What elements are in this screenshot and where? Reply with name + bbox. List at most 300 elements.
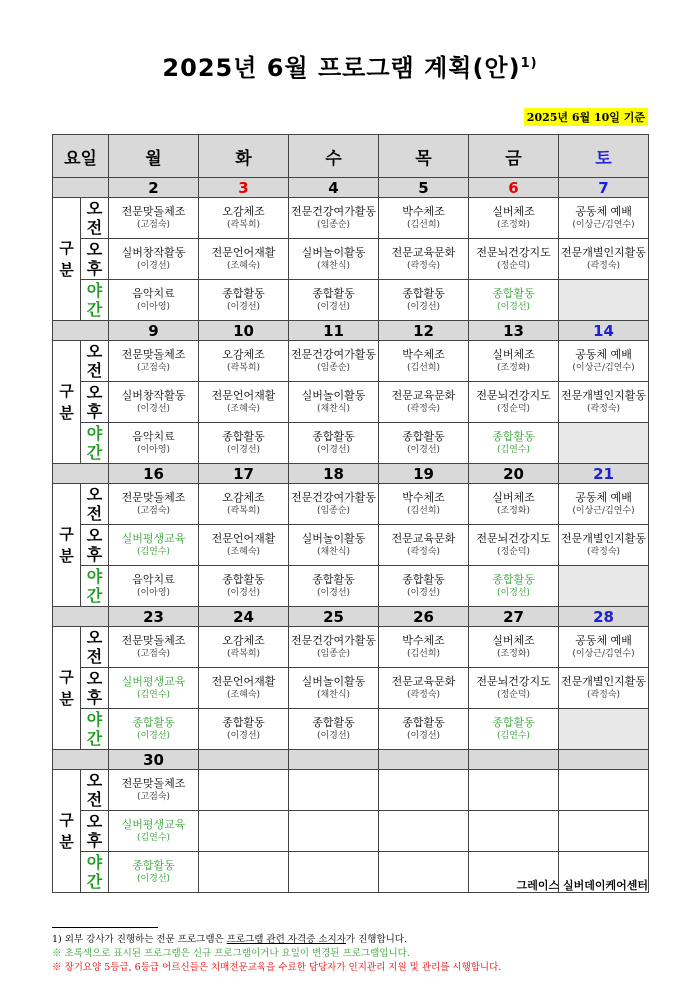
program-name: 종합활동 <box>492 287 535 300</box>
instructor-name: (임종순) <box>316 363 351 373</box>
instructor-name: (이아영) <box>136 445 171 455</box>
date-cell: 11 <box>289 321 379 341</box>
instructor-name: (곽복희) <box>226 506 261 516</box>
instructor-name: (이상근/김연수) <box>572 363 635 373</box>
header-day-wed: 수 <box>289 135 379 178</box>
program-name: 전문언어재활 <box>211 675 276 688</box>
empty-cell <box>289 770 379 811</box>
title-footnote-mark: 1) <box>520 56 538 71</box>
program-name: 공동체 예배 <box>575 491 632 504</box>
program-cell <box>289 382 379 423</box>
program-cell <box>469 198 559 239</box>
program-name: 공동체 예배 <box>575 205 632 218</box>
empty-cell <box>379 852 469 893</box>
program-cell <box>109 852 199 893</box>
program-name: 전문뇌건강지도 <box>476 675 551 688</box>
empty-cell <box>559 280 649 321</box>
program-cell <box>289 341 379 382</box>
program-cell <box>109 382 199 423</box>
empty-cell <box>559 423 649 464</box>
header-day-sat: 토 <box>559 135 649 178</box>
instructor-name: (곽정숙) <box>586 261 621 271</box>
morning-row <box>53 198 649 239</box>
program-name: 전문뇌건강지도 <box>476 532 551 545</box>
instructor-name: (조혜숙) <box>226 547 261 557</box>
instructor-name: (조정화) <box>496 649 531 659</box>
instructor-name: (임종순) <box>316 506 351 516</box>
instructor-name: (이경선) <box>316 445 351 455</box>
instructor-name: (임종순) <box>316 220 351 230</box>
program-cell <box>559 525 649 566</box>
program-cell <box>109 341 199 382</box>
program-name: 전문개별인지활동 <box>561 389 647 402</box>
program-cell <box>199 198 289 239</box>
empty-cell <box>559 811 649 852</box>
morning-row <box>53 341 649 382</box>
instructor-name: (이경선) <box>406 445 441 455</box>
program-name: 실버놀이활동 <box>301 389 366 402</box>
schedule-table <box>52 134 649 893</box>
morning-row <box>53 484 649 525</box>
program-name: 종합활동 <box>402 430 445 443</box>
program-name: 실버놀이활동 <box>301 246 366 259</box>
empty-cell <box>379 811 469 852</box>
program-cell <box>379 627 469 668</box>
program-cell <box>109 627 199 668</box>
program-name: 종합활동 <box>312 287 355 300</box>
instructor-name: (이경선) <box>496 588 531 598</box>
program-name: 전문교육문화 <box>391 675 456 688</box>
instructor-name: (조정화) <box>496 220 531 230</box>
program-cell <box>559 382 649 423</box>
night-label: 야 간 <box>81 280 109 321</box>
program-cell <box>199 484 289 525</box>
date-cell: 20 <box>469 464 559 484</box>
footnotes <box>52 933 652 975</box>
program-cell <box>379 341 469 382</box>
night-label: 야 간 <box>81 852 109 893</box>
empty-cell <box>289 852 379 893</box>
instructor-name: (곽정숙) <box>406 547 441 557</box>
morning-label: 오 전 <box>81 627 109 668</box>
program-name: 박수체조 <box>402 491 445 504</box>
instructor-name: (정순덕) <box>496 404 531 414</box>
program-cell <box>379 668 469 709</box>
program-cell <box>109 525 199 566</box>
instructor-name: (이경선) <box>136 874 171 884</box>
instructor-name: (김연수) <box>496 731 531 741</box>
empty-cell <box>379 770 469 811</box>
program-cell <box>109 811 199 852</box>
instructor-name: (김선희) <box>406 649 441 659</box>
instructor-name: (곽정숙) <box>406 690 441 700</box>
program-cell <box>379 709 469 750</box>
program-cell <box>559 198 649 239</box>
program-name: 전문언어재활 <box>211 246 276 259</box>
header-day-fri: 금 <box>469 135 559 178</box>
program-name: 전문언어재활 <box>211 532 276 545</box>
date-row-spacer <box>53 178 109 198</box>
program-name: 전문맞돌체조 <box>121 491 186 504</box>
program-name: 실버체조 <box>492 491 535 504</box>
program-cell <box>469 525 559 566</box>
date-cell <box>559 750 649 770</box>
date-cell: 12 <box>379 321 469 341</box>
instructor-name: (이경선) <box>226 445 261 455</box>
program-name: 종합활동 <box>312 716 355 729</box>
program-name: 실버창작활동 <box>121 389 186 402</box>
program-name: 실버체조 <box>492 634 535 647</box>
program-name: 전문맞돌체조 <box>121 348 186 361</box>
center-name: 그레이스 실버데이케어센터 <box>516 879 648 892</box>
empty-cell <box>289 811 379 852</box>
program-cell <box>469 627 559 668</box>
instructor-name: (곽정숙) <box>406 404 441 414</box>
program-cell <box>289 280 379 321</box>
instructor-name: (곽정숙) <box>586 690 621 700</box>
program-cell <box>289 627 379 668</box>
instructor-name: (채찬식) <box>316 261 351 271</box>
program-name: 박수체조 <box>402 205 445 218</box>
program-name: 종합활동 <box>312 430 355 443</box>
program-cell <box>559 341 649 382</box>
footnote-1-suffix: 가 진행합니다. <box>345 934 407 945</box>
instructor-name: (조정화) <box>496 506 531 516</box>
instructor-name: (김연수) <box>136 547 171 557</box>
empty-cell <box>559 770 649 811</box>
program-cell <box>289 525 379 566</box>
footnote-3: ※ 장기요양 5등급, 6등급 어르신들은 치매전문교육을 수료한 담당자가 인지관리 지원 및 관리를 시행합니다. <box>52 962 502 973</box>
program-cell <box>469 423 559 464</box>
program-cell <box>289 668 379 709</box>
group-label: 구 분 <box>53 770 81 893</box>
header-label: 요일 <box>53 135 109 178</box>
program-name: 전문맞돌체조 <box>121 634 186 647</box>
program-cell <box>289 709 379 750</box>
night-row <box>53 566 649 607</box>
empty-cell <box>559 566 649 607</box>
morning-label: 오 전 <box>81 341 109 382</box>
date-cell: 2 <box>109 178 199 198</box>
instructor-name: (정순덕) <box>496 261 531 271</box>
program-cell <box>199 423 289 464</box>
program-name: 종합활동 <box>132 859 175 872</box>
program-cell <box>289 566 379 607</box>
program-name: 전문맞돌체조 <box>121 205 186 218</box>
date-cell: 9 <box>109 321 199 341</box>
program-cell <box>199 668 289 709</box>
page-title <box>0 48 700 83</box>
instructor-name: (이경선) <box>226 731 261 741</box>
program-name: 전문뇌건강지도 <box>476 246 551 259</box>
program-cell <box>469 709 559 750</box>
program-cell <box>289 239 379 280</box>
instructor-name: (정순덕) <box>496 547 531 557</box>
program-name: 오감체조 <box>222 205 265 218</box>
date-cell: 24 <box>199 607 289 627</box>
program-name: 전문교육문화 <box>391 389 456 402</box>
program-name: 전문교육문화 <box>391 532 456 545</box>
instructor-name: (정순덕) <box>496 690 531 700</box>
instructor-name: (곽복희) <box>226 220 261 230</box>
date-cell: 13 <box>469 321 559 341</box>
empty-cell <box>469 770 559 811</box>
date-cell: 17 <box>199 464 289 484</box>
instructor-name: (이상근/김연수) <box>572 506 635 516</box>
instructor-name: (이경선) <box>136 261 171 271</box>
program-cell <box>559 484 649 525</box>
program-cell <box>559 239 649 280</box>
program-name: 전문개별인지활동 <box>561 246 647 259</box>
footnote-2: ※ 초록색으로 표시된 프로그램은 신규 프로그램이거나 요일이 변경된 프로그램입니다. <box>52 948 410 959</box>
program-cell <box>559 627 649 668</box>
date-cell: 7 <box>559 178 649 198</box>
morning-row <box>53 627 649 668</box>
program-name: 박수체조 <box>402 348 445 361</box>
instructor-name: (임종순) <box>316 649 351 659</box>
program-cell <box>199 525 289 566</box>
program-name: 실버평생교육 <box>121 818 186 831</box>
instructor-name: (이아영) <box>136 588 171 598</box>
instructor-name: (김연수) <box>496 445 531 455</box>
program-name: 종합활동 <box>402 716 445 729</box>
title-text: 2025년 6월 프로그램 계획(안) <box>162 54 521 82</box>
instructor-name: (곽정숙) <box>586 404 621 414</box>
program-name: 종합활동 <box>312 573 355 586</box>
instructor-name: (고점숙) <box>136 649 171 659</box>
instructor-name: (조정화) <box>496 363 531 373</box>
afternoon-label: 오 후 <box>81 239 109 280</box>
instructor-name: (이아영) <box>136 302 171 312</box>
instructor-name: (이경선) <box>226 302 261 312</box>
date-cell <box>469 750 559 770</box>
program-cell <box>379 484 469 525</box>
date-cell: 23 <box>109 607 199 627</box>
date-row <box>53 750 649 770</box>
group-label: 구 분 <box>53 198 81 321</box>
program-cell <box>199 566 289 607</box>
date-cell: 10 <box>199 321 289 341</box>
date-cell: 26 <box>379 607 469 627</box>
instructor-name: (김연수) <box>136 833 171 843</box>
program-name: 실버체조 <box>492 205 535 218</box>
date-row-spacer <box>53 321 109 341</box>
night-label: 야 간 <box>81 566 109 607</box>
afternoon-label: 오 후 <box>81 668 109 709</box>
program-cell <box>469 566 559 607</box>
instructor-name: (이경선) <box>316 588 351 598</box>
instructor-name: (고점숙) <box>136 220 171 230</box>
program-cell <box>109 709 199 750</box>
basis-date: 2025년 6월 10일 기준 <box>524 108 648 126</box>
instructor-name: (김연수) <box>136 690 171 700</box>
date-cell: 3 <box>199 178 289 198</box>
program-cell <box>109 668 199 709</box>
date-row <box>53 464 649 484</box>
afternoon-row <box>53 668 649 709</box>
program-cell <box>199 382 289 423</box>
instructor-name: (이경선) <box>136 731 171 741</box>
program-cell <box>469 668 559 709</box>
night-row <box>53 709 649 750</box>
date-cell: 4 <box>289 178 379 198</box>
afternoon-label: 오 후 <box>81 811 109 852</box>
program-name: 전문언어재활 <box>211 389 276 402</box>
morning-label: 오 전 <box>81 770 109 811</box>
instructor-name: (이경선) <box>316 302 351 312</box>
program-name: 전문건강여가활동 <box>291 205 377 218</box>
instructor-name: (고점숙) <box>136 506 171 516</box>
program-cell <box>199 341 289 382</box>
program-cell <box>199 709 289 750</box>
date-cell: 6 <box>469 178 559 198</box>
program-name: 공동체 예배 <box>575 634 632 647</box>
program-name: 전문개별인지활동 <box>561 675 647 688</box>
instructor-name: (이경선) <box>496 302 531 312</box>
program-name: 종합활동 <box>492 430 535 443</box>
date-row <box>53 178 649 198</box>
program-cell <box>469 341 559 382</box>
instructor-name: (곽복희) <box>226 363 261 373</box>
program-name: 종합활동 <box>222 716 265 729</box>
program-cell <box>109 280 199 321</box>
instructor-name: (곽복희) <box>226 649 261 659</box>
program-cell <box>469 239 559 280</box>
program-cell <box>469 280 559 321</box>
empty-cell <box>199 770 289 811</box>
program-cell <box>289 484 379 525</box>
date-cell: 5 <box>379 178 469 198</box>
header-day-thu: 목 <box>379 135 469 178</box>
program-name: 종합활동 <box>222 430 265 443</box>
date-cell <box>199 750 289 770</box>
header-day-tue: 화 <box>199 135 289 178</box>
date-cell: 25 <box>289 607 379 627</box>
program-name: 종합활동 <box>402 287 445 300</box>
date-cell: 30 <box>109 750 199 770</box>
program-name: 전문건강여가활동 <box>291 348 377 361</box>
date-row-spacer <box>53 750 109 770</box>
instructor-name: (채찬식) <box>316 404 351 414</box>
program-cell <box>379 382 469 423</box>
program-cell <box>379 239 469 280</box>
program-name: 전문건강여가활동 <box>291 491 377 504</box>
program-cell <box>559 668 649 709</box>
program-name: 음악치료 <box>132 287 175 300</box>
program-cell <box>469 484 559 525</box>
date-row-spacer <box>53 464 109 484</box>
night-label: 야 간 <box>81 709 109 750</box>
program-cell <box>109 566 199 607</box>
program-cell <box>109 239 199 280</box>
program-name: 음악치료 <box>132 573 175 586</box>
program-name: 전문교육문화 <box>391 246 456 259</box>
instructor-name: (채찬식) <box>316 547 351 557</box>
night-row <box>53 280 649 321</box>
instructor-name: (이경선) <box>406 731 441 741</box>
footnote-1 <box>52 933 652 947</box>
group-label: 구 분 <box>53 627 81 750</box>
instructor-name: (조혜숙) <box>226 261 261 271</box>
morning-row <box>53 770 649 811</box>
empty-cell <box>199 811 289 852</box>
afternoon-row <box>53 239 649 280</box>
program-name: 실버놀이활동 <box>301 532 366 545</box>
afternoon-row <box>53 811 649 852</box>
program-cell <box>109 770 199 811</box>
header-day-mon: 월 <box>109 135 199 178</box>
night-row <box>53 423 649 464</box>
program-name: 오감체조 <box>222 348 265 361</box>
program-cell <box>379 566 469 607</box>
group-label: 구 분 <box>53 341 81 464</box>
program-name: 박수체조 <box>402 634 445 647</box>
program-cell <box>199 627 289 668</box>
program-name: 전문개별인지활동 <box>561 532 647 545</box>
program-name: 전문뇌건강지도 <box>476 389 551 402</box>
program-cell <box>109 484 199 525</box>
instructor-name: (이경선) <box>316 731 351 741</box>
instructor-name: (이상근/김연수) <box>572 649 635 659</box>
date-cell <box>289 750 379 770</box>
instructor-name: (조혜숙) <box>226 690 261 700</box>
program-cell <box>379 525 469 566</box>
program-cell <box>379 280 469 321</box>
program-cell <box>199 280 289 321</box>
program-name: 공동체 예배 <box>575 348 632 361</box>
empty-cell <box>559 709 649 750</box>
program-name: 종합활동 <box>222 573 265 586</box>
program-cell <box>289 198 379 239</box>
instructor-name: (고점숙) <box>136 792 171 802</box>
instructor-name: (이경선) <box>226 588 261 598</box>
program-name: 음악치료 <box>132 430 175 443</box>
program-cell <box>109 423 199 464</box>
program-name: 오감체조 <box>222 634 265 647</box>
instructor-name: (이경선) <box>406 588 441 598</box>
date-row <box>53 607 649 627</box>
date-cell: 28 <box>559 607 649 627</box>
footnote-divider <box>52 927 158 928</box>
instructor-name: (조혜숙) <box>226 404 261 414</box>
instructor-name: (이상근/김연수) <box>572 220 635 230</box>
date-cell: 14 <box>559 321 649 341</box>
instructor-name: (이경선) <box>406 302 441 312</box>
afternoon-row <box>53 525 649 566</box>
program-cell <box>469 382 559 423</box>
program-name: 종합활동 <box>492 573 535 586</box>
date-row <box>53 321 649 341</box>
empty-cell <box>199 852 289 893</box>
program-name: 실버체조 <box>492 348 535 361</box>
program-name: 실버평생교육 <box>121 532 186 545</box>
date-cell: 16 <box>109 464 199 484</box>
morning-label: 오 전 <box>81 198 109 239</box>
program-name: 오감체조 <box>222 491 265 504</box>
instructor-name: (곽정숙) <box>586 547 621 557</box>
program-name: 실버평생교육 <box>121 675 186 688</box>
footnote-1-underlined: 프로그램 관련 자격증 소지자 <box>226 934 346 945</box>
instructor-name: (김선희) <box>406 363 441 373</box>
instructor-name: (김선희) <box>406 506 441 516</box>
date-cell: 21 <box>559 464 649 484</box>
program-name: 실버놀이활동 <box>301 675 366 688</box>
date-cell: 27 <box>469 607 559 627</box>
program-name: 종합활동 <box>402 573 445 586</box>
program-name: 전문건강여가활동 <box>291 634 377 647</box>
program-cell <box>379 198 469 239</box>
program-name: 종합활동 <box>492 716 535 729</box>
